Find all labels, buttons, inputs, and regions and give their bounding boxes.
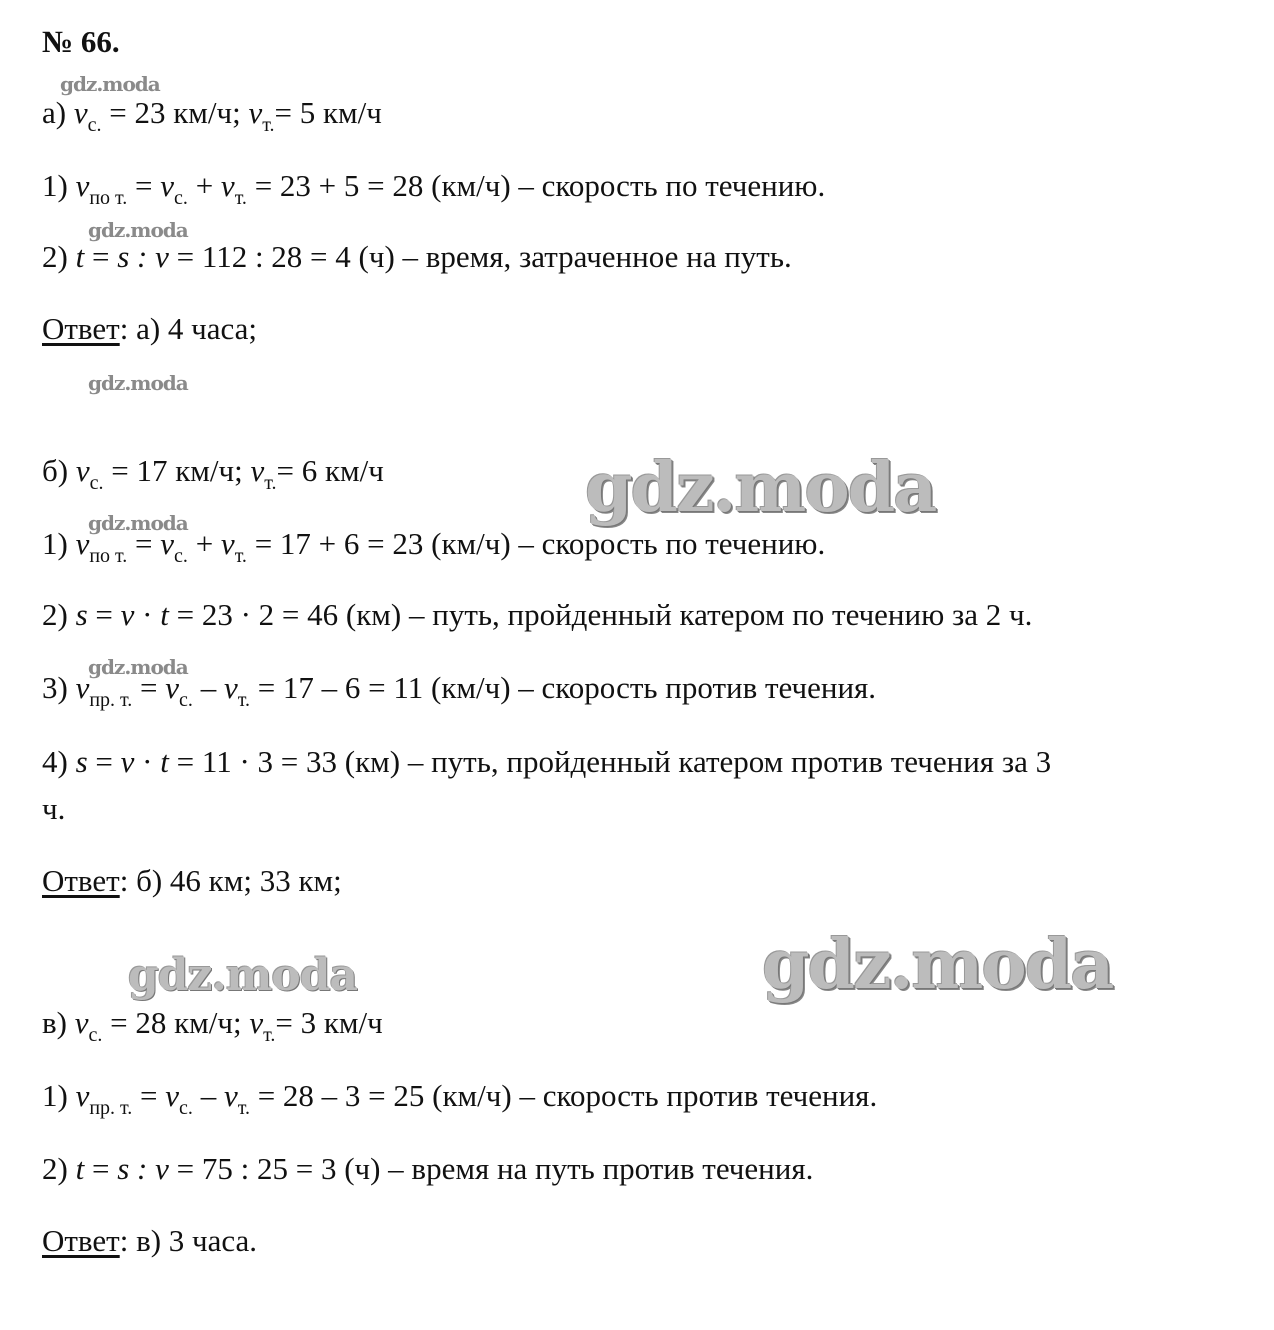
part-a-answer: Ответ: а) 4 часа; (42, 311, 258, 346)
watermark-large: gdz.moda (762, 925, 1113, 1005)
watermark-small: gdz.moda (88, 511, 188, 535)
part-a-step-2: 2) t = s : v = 112 : 28 = 4 (ч) – время, затраченное на путь. (42, 239, 792, 274)
part-b-answer: Ответ: б) 46 км; 33 км; (42, 863, 342, 898)
part-c-answer: Ответ: в) 3 часа. (42, 1223, 258, 1258)
watermark-small: gdz.moda (88, 218, 188, 242)
part-b-step-3: 3) $v_{пр. т.} = v_{с.} - v_{т.} = 17 - 6 = 11$ (км/ч) – скорость против течения. (42, 670, 877, 711)
part-b-given: б) $v_{с.} = 17$ км/ч; $v_{т.}= 6$ км/ч (42, 453, 384, 494)
watermark-small: gdz.moda (88, 655, 188, 679)
part-b-step-4: 4) s = v · t = 11 · 3 = 33 (км) – путь, пройденный катером против течения за 3 (42, 744, 1052, 779)
watermark-medium: gdz.moda (128, 950, 358, 1001)
watermark-small: gdz.moda (88, 371, 188, 395)
part-b-step-4-wrap: ч. (42, 791, 66, 826)
watermark-large: gdz.moda (585, 448, 936, 528)
part-c-given: в) $v_{с.} = 28$ км/ч; $v_{т.}= 3$ км/ч (42, 1005, 383, 1046)
watermark-small: gdz.moda (60, 72, 160, 96)
part-a-step-1: 1) $v_{по т.} = v_{с.} + v_{т.} = 23 + 5 = 28$ (км/ч) – скорость по течению. (42, 168, 826, 209)
part-b-step-1: 1) $v_{по т.} = v_{с.} + v_{т.} = 17 + 6 = 23$ (км/ч) – скорость по течению. (42, 526, 826, 567)
part-b-step-2: 2) s = v · t = 23 · 2 = 46 (км) – путь, пройденный катером по течению за 2 ч. (42, 597, 1033, 632)
part-a-given: а) $v_{с.} = 23$ км/ч; $v_{т.}= 5$ км/ч (42, 95, 382, 136)
part-c-step-2: 2) t = s : v = 75 : 25 = 3 (ч) – время на путь против течения. (42, 1151, 814, 1186)
problem-title: № 66. (42, 24, 120, 59)
part-c-step-1: 1) $v_{пр. т.} = v_{с.} - v_{т.} = 28 - 3 = 25$ (км/ч) – скорость против течения. (42, 1078, 878, 1119)
